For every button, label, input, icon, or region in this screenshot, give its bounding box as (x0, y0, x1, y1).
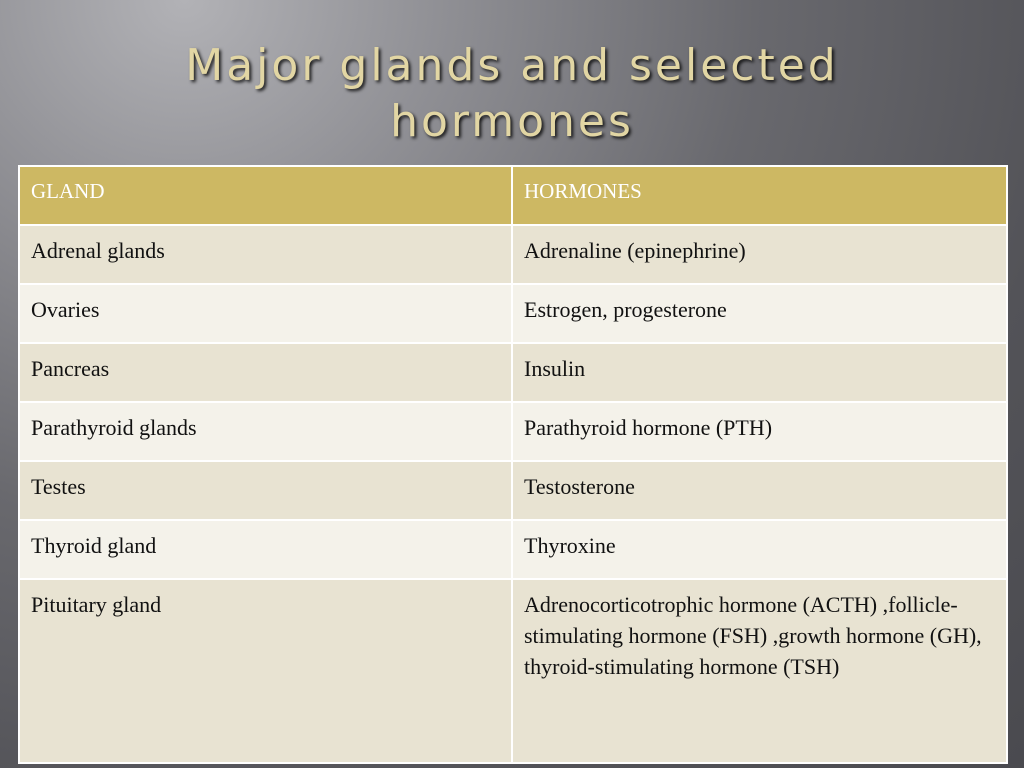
gland-cell: Thyroid gland (19, 520, 512, 579)
header-hormones: HORMONES (512, 166, 1007, 225)
slide-title (0, 38, 1024, 150)
gland-cell: Pituitary gland (19, 579, 512, 763)
slide-title-line-1: Major glands and selected (185, 40, 839, 91)
table-header-row (19, 166, 1007, 225)
table-row (19, 402, 1007, 461)
hormones-cell: Adrenaline (epinephrine) (512, 225, 1007, 284)
hormones-cell: Insulin (512, 343, 1007, 402)
glands-hormones-table (18, 165, 1008, 764)
header-gland: GLAND (19, 166, 512, 225)
gland-cell: Pancreas (19, 343, 512, 402)
hormones-cell: Estrogen, progesterone (512, 284, 1007, 343)
table-row (19, 343, 1007, 402)
hormones-cell: Adrenocorticotrophic hormone (ACTH) ,follicle-stimulating hormone (FSH) ,growth hormone (GH), thyroid-stimulating hormone (TSH) (512, 579, 1007, 763)
hormones-cell: Parathyroid hormone (PTH) (512, 402, 1007, 461)
table-row (19, 225, 1007, 284)
gland-cell: Ovaries (19, 284, 512, 343)
table-row (19, 520, 1007, 579)
gland-cell: Testes (19, 461, 512, 520)
table-row (19, 284, 1007, 343)
table-row (19, 579, 1007, 763)
gland-cell: Parathyroid glands (19, 402, 512, 461)
gland-cell: Adrenal glands (19, 225, 512, 284)
hormones-cell: Thyroxine (512, 520, 1007, 579)
table-row (19, 461, 1007, 520)
slide-title-line-2: hormones (390, 96, 634, 147)
hormones-cell: Testosterone (512, 461, 1007, 520)
